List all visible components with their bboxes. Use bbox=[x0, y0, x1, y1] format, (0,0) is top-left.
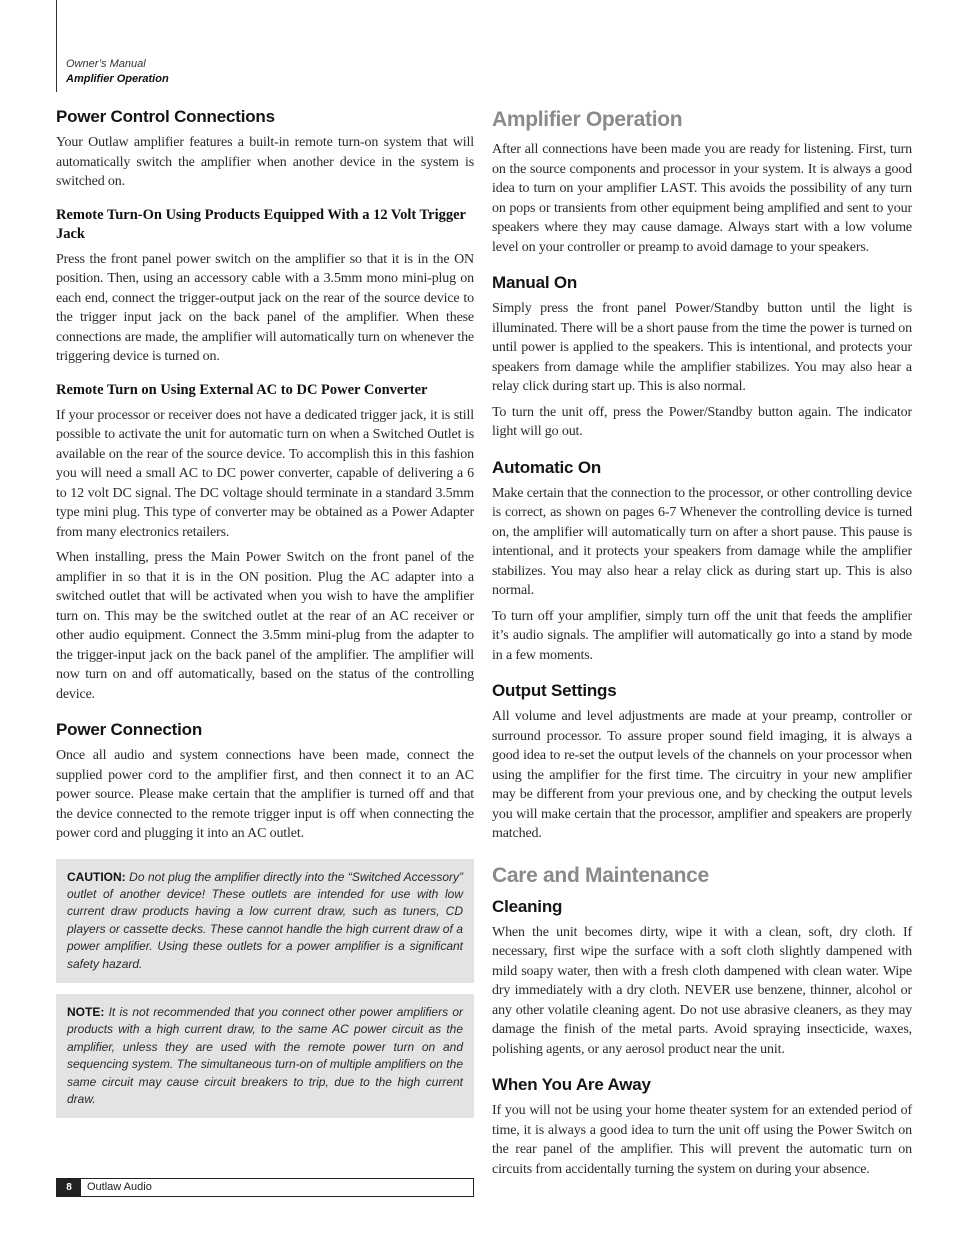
converter-heading: Remote Turn on Using External AC to DC Power Converter bbox=[56, 381, 428, 398]
automatic-on-heading: Automatic On bbox=[492, 457, 602, 477]
power-control-intro: Your Outlaw amplifier features a built-in remote turn-on system that will automatically switch the amplifier when another device in the system is switched on. bbox=[56, 135, 474, 189]
footer-brand: Outlaw Audio bbox=[87, 1181, 152, 1193]
power-connection-text: Once all audio and system connections have been made, connect the supplied power cord to the amplifier first, and then connect it to an AC power source. Please make certain that the amplifier is turned off and that the device connected to the remote trigger input is off when connecting the power cord and plugging it into an AC outlet. bbox=[56, 748, 474, 841]
output-settings-text: All volume and level adjustments are made at your preamp, controller or surround processor. To assure proper sound field imaging, it is always a good idea to re-set the output levels of the channels on your processor when using the amplifier for the first time. The circuitry in your new amplifier may be different from your previous one, and by checking the output levels you will make certain that the processor, amplifier and speakers are properly matched. bbox=[492, 709, 912, 841]
amplifier-operation-heading: Amplifier Operation bbox=[492, 108, 683, 131]
caution-text: Do not plug the amplifier directly into the “Switched Accessory” outlet of another device! These outlets are intended for use with low current draw products having a low current draw, such as tuners, CD players or cassette decks. These cannot handle the high current draw of a power amplifier. Using these outlets for a power amplifier is a significant safety hazard. bbox=[67, 869, 463, 971]
running-head bbox=[66, 57, 169, 87]
manual-on-text-1: Simply press the front panel Power/Standby button until the light is illuminated. There will be a short pause from the time the power is turned on until power is applied to the speakers. This is intentional, and protects your speakers from damage while the amplifier stabilizes. You may also hear a relay click during start up. This is also normal. bbox=[492, 301, 912, 394]
note-box bbox=[56, 994, 474, 1118]
left-column bbox=[56, 106, 474, 1129]
caution-label: CAUTION: bbox=[67, 869, 126, 884]
caution-box bbox=[56, 859, 474, 983]
when-away-heading: When You Are Away bbox=[492, 1075, 651, 1094]
margin-rule bbox=[56, 0, 57, 92]
power-connection-heading: Power Connection bbox=[56, 720, 203, 739]
note-text: It is not recommended that you connect other power amplifiers or products with a high current draw, to the same AC power circuit as the amplifier, unless they are used with the remote power turn on and sequencing system. The simultaneous turn-on of multiple amplifiers on the same circuit may cause circuit breakers to trip, due to the high current draw. bbox=[67, 1004, 463, 1106]
page-number: 8 bbox=[57, 1179, 81, 1196]
care-maintenance-heading: Care and Maintenance bbox=[492, 863, 709, 887]
amplifier-operation-text: After all connections have been made you are ready for listening. First, turn on the source components and processor in your system. It is always a good idea to turn on your amplifier LAST. This avoids the possibility of any turn on pops or transients from other equipment being amplified and sent to your speakers where they may cause damage. Always start with a low volume level on your controller or preamp to avoid damage to your speakers. bbox=[492, 142, 912, 255]
trigger-jack-text: Press the front panel power switch on the amplifier so that it is in the ON position. Then, using an accessory cable with a 3.5mm mono mini-plug on each end, connect the trigger-output jack on the rear of the source device to the trigger input jack on the back panel of the amplifier. When these connections are made, the amplifier will automatically turn on whenever the triggering device is turned on. bbox=[56, 251, 474, 364]
running-head-section: Amplifier Operation bbox=[66, 73, 169, 85]
page-footer bbox=[56, 1178, 474, 1197]
cleaning-heading: Cleaning bbox=[492, 896, 563, 916]
power-control-heading: Power Control Connections bbox=[56, 107, 275, 126]
right-column bbox=[492, 106, 912, 1185]
when-away-text: If you will not be using your home theater system for an extended period of time, it is always a good idea to turn the unit off using the Power Switch on the rear panel of the amplifier. This will prevent the automatic turn on circuits from accidentally turning the system on during your absence. bbox=[492, 1103, 912, 1177]
automatic-on-text-2: To turn off your amplifier, simply turn off the unit that feeds the amplifier it’s audio signals. The amplifier will automatically go into a stand by mode in a few moments. bbox=[492, 608, 912, 663]
converter-text-1: If your processor or receiver does not have a dedicated trigger jack, it is still possible to activate the unit for automatic turn on when a Switched Outlet is available on the rear of the source device. To accomplish this in this fashion you will need a small AC to DC power converter, capable of delivering a 6 to 12 volt DC signal. The DC voltage should terminate in a standard 3.5mm type mini plug. This type of converter may be obtained as a Power Adapter from many electronics retailers. bbox=[56, 407, 474, 540]
cleaning-text: When the unit becomes dirty, wipe it with a clean, soft, dry cloth. If necessary, first wipe the surface with a soft cloth slightly dampened with mild soapy water, then with a fresh cloth dampened with clean water. Wipe dry immediately with a dry cloth. NEVER use benzene, thinner, alcohol or any other volatile cleaning agent. Do not use abrasive cleaners, as they may damage the finish of the metal parts. Avoid spraying insecticide, waxes, polishing agents, or any aerosol product near the unit. bbox=[492, 924, 912, 1057]
manual-on-text-2: To turn the unit off, press the Power/Standby button again. The indicator light will go out. bbox=[492, 404, 912, 439]
note-label: NOTE: bbox=[67, 1004, 105, 1019]
trigger-jack-heading: Remote Turn-On Using Products Equipped With a 12 Volt Trigger Jack bbox=[56, 206, 466, 242]
automatic-on-text-1: Make certain that the connection to the processor, or other controlling device is correct, as shown on pages 6-7 Whenever the controlling device is turned on, the amplifier will automatically turn on after a short pause. This pause is intentional, and it protects your speakers from damage while the amplifier stabilizes. You may also hear a relay click as during start up. This is also normal. bbox=[492, 485, 912, 598]
output-settings-heading: Output Settings bbox=[492, 681, 617, 700]
running-head-manual: Owner’s Manual bbox=[66, 58, 146, 70]
converter-text-2: When installing, press the Main Power Switch on the front panel of the amplifier in so that it is in the ON position. Plug the AC adapter into a switched outlet that will be activated when you wish to have the amplifier turn on. This may be the switched outlet at the rear of an AC receiver or other audio equipment. Connect the 3.5mm mini-plug from the adapter to the trigger-input jack on the back panel of the amplifier. The amplifier will now turn on and off automatically, based on the status of the controlling device. bbox=[56, 550, 474, 702]
manual-on-heading: Manual On bbox=[492, 273, 578, 292]
